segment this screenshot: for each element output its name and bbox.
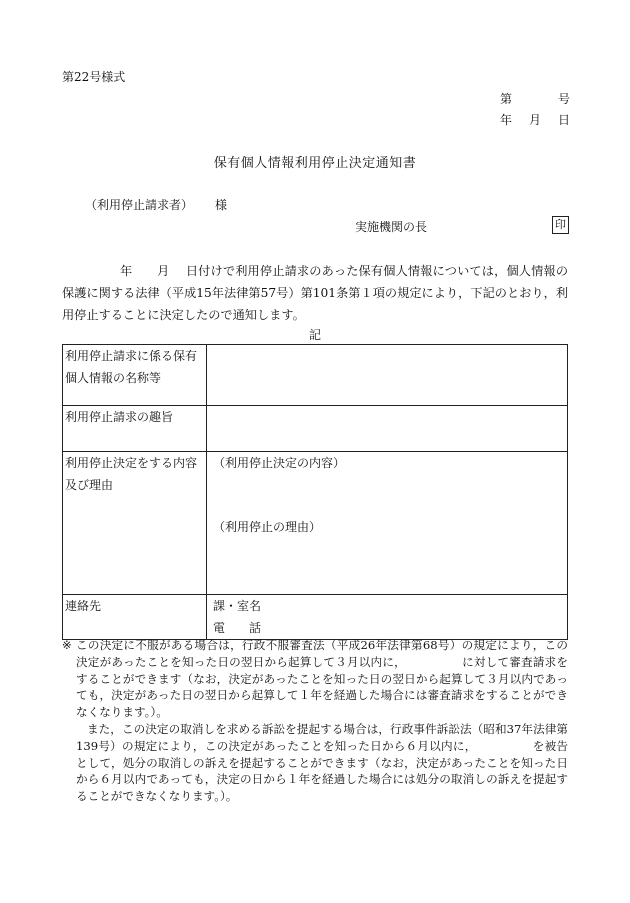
note-paragraph-2 <box>62 721 568 805</box>
doc-number-prefix: 第 <box>500 92 513 106</box>
decision-table <box>62 344 568 640</box>
decision-content-label: （利用停止決定の内容） <box>213 456 346 470</box>
date-day: 日 <box>557 113 570 127</box>
body-text: 日付けで利用停止請求のあった保有個人情報については，個人情報の保護に関する法律（平成15年法律第57号）第101条第１項の規定により，下記のとおり，利用停止することに決定したので通知します。 <box>62 264 569 322</box>
contact-dept: 課・室名 <box>213 599 262 613</box>
row1-value <box>207 345 568 406</box>
date-month: 月 <box>528 113 541 127</box>
appeal-note <box>62 637 568 805</box>
date-year: 年 <box>500 113 513 127</box>
seal-stamp: 印 <box>552 216 569 234</box>
document-number <box>500 90 570 107</box>
recipient-honorific: 様 <box>215 198 228 212</box>
row2-label: 利用停止請求の趣旨 <box>63 406 207 452</box>
note-p2-a: また，この決定の取消しを求める訴訟を提起する場合は，行政事件訴訟法（昭和37年法律第139号）の規定により，この決定があったことを知った日から６月以内に， <box>76 721 568 753</box>
note-paragraph-1 <box>62 637 568 721</box>
recipient <box>85 196 227 213</box>
form-number: 第22号様式 <box>62 70 126 84</box>
contact-tel <box>213 617 565 639</box>
issuer-label: 実施機関の長 <box>355 220 428 234</box>
row3-value <box>207 452 568 595</box>
note-p2-b: を被告として，処分の取消しの訴えを提起することができます（なお，決定があったことを知った日から６月以内であっても，決定の日から１年を経過した場合には処分の取消しの訴えを提起することができなくなります。）。 <box>76 738 568 804</box>
doc-number-suffix: 号 <box>557 92 570 106</box>
contact-tel-a: 電 <box>213 621 226 635</box>
contact-tel-b: 話 <box>249 621 262 635</box>
decision-reason-label: （利用停止の理由） <box>213 520 322 534</box>
table-row <box>63 406 568 452</box>
row3-label: 利用停止決定をする内容及び理由 <box>63 452 207 595</box>
body-date-year: 年 <box>120 264 133 278</box>
row4-label: 連絡先 <box>63 595 207 640</box>
row2-value <box>207 406 568 452</box>
document-title: 保有個人情報利用停止決定通知書 <box>213 156 417 171</box>
note-p1-b: に対して審査請求をすることができます（なお，決定があったことを知った日の翌日から起算して３月以内であっても，決定があった日の翌日から起算して１年を経過した場合には審査請求をすることができなくなります。）。 <box>76 654 568 720</box>
recipient-label: （利用停止請求者） <box>85 198 194 212</box>
row4-value <box>207 595 568 640</box>
ki-heading: 記 <box>308 328 321 342</box>
table-row <box>63 595 568 640</box>
table-row <box>63 452 568 595</box>
note-mark: ※ <box>62 638 72 652</box>
table-row <box>63 345 568 406</box>
note-p1-a: この決定に不服がある場合は，行政不服審査法（平成26年法律第68号）の規定により，この決定があったことを知った日の翌日から起算して３月以内に， <box>76 638 568 669</box>
notice-body <box>62 260 568 326</box>
issue-date <box>500 111 570 128</box>
body-date-month: 月 <box>157 264 170 278</box>
row1-label: 利用停止請求に係る保有個人情報の名称等 <box>63 345 207 406</box>
